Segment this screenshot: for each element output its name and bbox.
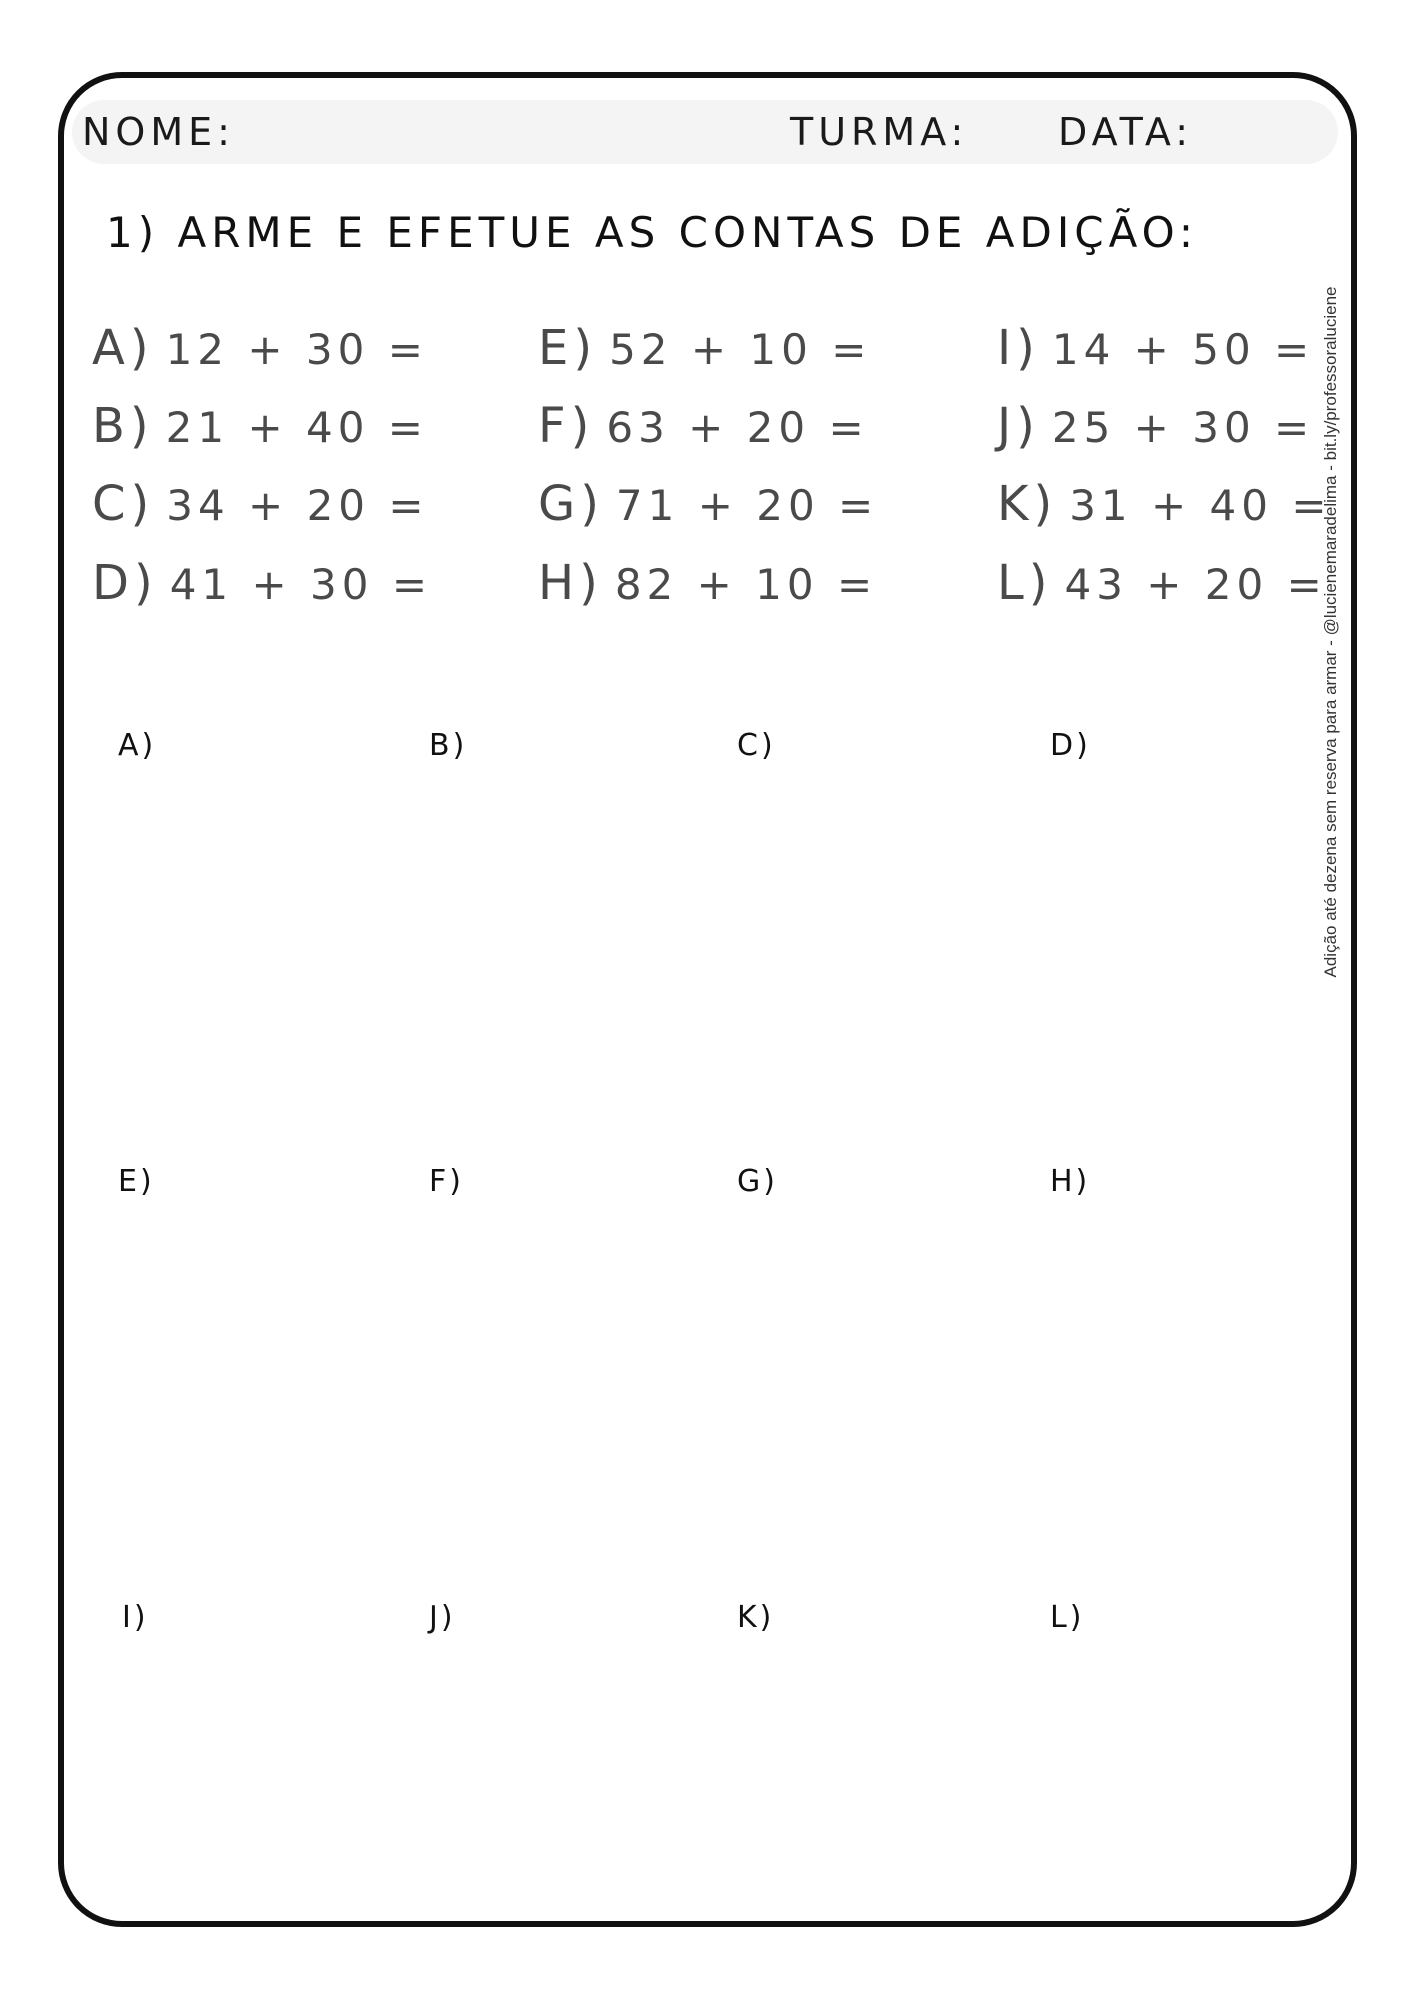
problem-letter: H)	[538, 555, 603, 611]
problem-letter: B)	[92, 398, 154, 454]
problem-g	[538, 476, 878, 534]
problem-letter: E)	[538, 320, 598, 376]
problem-expression: 21 + 40 =	[165, 403, 428, 452]
problem-letter: L)	[997, 555, 1053, 611]
problem-f	[538, 398, 869, 456]
problem-l	[997, 555, 1327, 613]
turma-label: TURMA:	[790, 110, 969, 154]
problem-expression: 82 + 10 =	[614, 560, 878, 609]
nome-label: NOME:	[82, 110, 235, 154]
problem-expression: 12 + 30 =	[165, 325, 428, 374]
problem-expression: 25 + 30 =	[1051, 403, 1315, 452]
problem-letter: C)	[92, 476, 155, 532]
work-area-label-j: J)	[429, 1600, 456, 1635]
problem-expression: 71 + 20 =	[615, 481, 879, 530]
problem-c	[92, 476, 429, 534]
data-label: DATA:	[1058, 110, 1194, 154]
work-area-label-i: I)	[122, 1600, 149, 1635]
problem-k	[997, 476, 1332, 534]
problem-expression: 41 + 30 =	[169, 560, 433, 609]
work-area-label-a: A)	[118, 728, 157, 763]
work-area-label-l: L)	[1050, 1600, 1085, 1635]
work-area-label-g: G)	[737, 1164, 778, 1199]
problem-d	[92, 555, 432, 613]
problem-expression: 34 + 20 =	[166, 481, 429, 530]
problem-a	[92, 320, 428, 378]
problem-expression: 43 + 20 =	[1064, 560, 1327, 609]
work-area-label-h: H)	[1050, 1164, 1091, 1199]
problem-letter: G)	[538, 476, 604, 532]
problem-letter: J)	[997, 398, 1040, 454]
problem-expression: 14 + 50 =	[1051, 325, 1315, 374]
side-credit	[1322, 226, 1340, 1038]
problem-expression: 31 + 40 =	[1069, 481, 1332, 530]
work-area-label-e: E)	[118, 1164, 155, 1199]
problem-expression: 52 + 10 =	[609, 325, 872, 374]
work-area-label-d: D)	[1050, 728, 1091, 763]
work-area-label-f: F)	[429, 1164, 464, 1199]
problem-j	[997, 398, 1314, 456]
problem-letter: A)	[92, 320, 154, 376]
exercise-title: 1) ARME E EFETUE AS CONTAS DE ADIÇÃO:	[106, 208, 1199, 257]
side-credit-text: Adição até dezena sem reserva para armar - @lucienemaradelima - bit.ly/professoraluciene	[1321, 286, 1340, 978]
work-area-label-b: B)	[429, 728, 468, 763]
problem-letter: F)	[538, 398, 595, 454]
problem-i	[997, 320, 1314, 378]
problem-e	[538, 320, 871, 378]
work-area-label-c: C)	[737, 728, 776, 763]
problem-h	[538, 555, 877, 613]
problem-letter: K)	[997, 476, 1058, 532]
problem-letter: I)	[997, 320, 1040, 376]
problem-b	[92, 398, 428, 456]
problem-expression: 63 + 20 =	[606, 403, 869, 452]
problem-letter: D)	[92, 555, 158, 611]
work-area-label-k: K)	[737, 1600, 775, 1635]
